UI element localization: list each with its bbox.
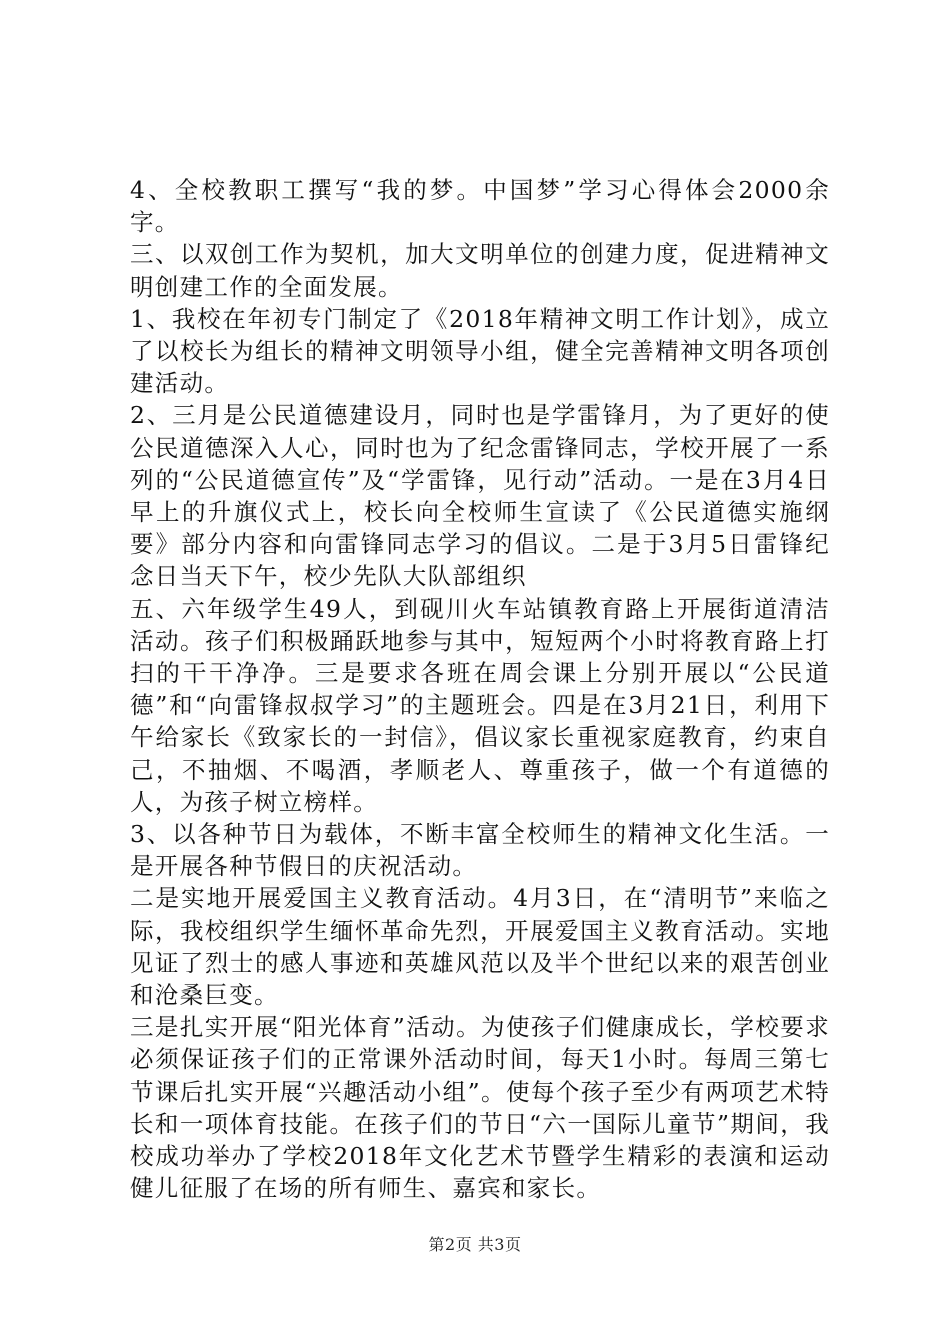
paragraph-1 (130, 174, 830, 238)
document-body (130, 174, 830, 1205)
paragraph-text: 3、以各种节日为载体，不断丰富全校师生的精神文化生活。一是开展各种节假日的庆祝活动。 (130, 820, 830, 881)
paragraph-indent: 4、 (130, 176, 175, 204)
paragraph-5 (130, 593, 830, 818)
paragraph-2 (130, 238, 830, 302)
paragraph-text: 二是实地开展爱国主义教育活动。4月3日，在“清明节”来临之际，我校组织学生缅怀革命先烈，开展爱国主义教育活动。实地见证了烈士的感人事迹和英雄风范以及半个世纪以来的艰苦创业和沧桑巨变。 (130, 884, 830, 1010)
paragraph-7 (130, 882, 830, 1011)
paragraph-3 (130, 303, 830, 400)
paragraph-text: 三是扎实开展“阳光体育”活动。为使孩子们健康成长，学校要求必须保证孩子们的正常课外活动时间，每天1小时。每周三第七节课后扎实开展“兴趣活动小组”。使每个孩子至少有两项艺术特长和一项体育技能。在孩子们的节日“六一国际儿童节”期间，我校成功举办了学校2018年文化艺术节暨学生精彩的表演和运动健儿征服了在场的所有师生、嘉宾和家长。 (130, 1013, 830, 1203)
paragraph-text: 五、六年级学生49人，到砚川火车站镇教育路上开展街道清洁活动。孩子们积极踊跃地参与其中，短短两个小时将教育路上打扫的干干净净。三是要求各班在周会课上分别开展以“公民道德”和“向雷锋叔叔学习”的主题班会。四是在3月21日，利用下午给家长《致家长的一封信》，倡议家长重视家庭教育，约束自己，不抽烟、不喝酒，孝顺老人、尊重孩子，做一个有道德的人，为孩子树立榜样。 (130, 594, 830, 816)
paragraph-8 (130, 1011, 830, 1204)
page-footer (0, 1232, 950, 1255)
paragraph-text: 全校教职工撰写“我的梦。中国梦”学习心得体会2000余字。 (130, 176, 830, 237)
paragraph-text: 2、三月是公民道德建设月，同时也是学雷锋月，为了更好的使公民道德深入人心，同时也为了纪念雷锋同志，学校开展了一系列的“公民道德宣传”及“学雷锋，见行动”活动。一是在3月4日早上的升旗仪式上，校长向全校师生宣读了《公民道德实施纲要》部分内容和向雷锋同志学习的倡议。二是于3月5日雷锋纪念日当天下午，校少先队大队部组织 (130, 401, 830, 591)
paragraph-6 (130, 818, 830, 882)
page-number-label: 第2页 共3页 (428, 1235, 522, 1254)
paragraph-text: 1、我校在年初专门制定了《2018年精神文明工作计划》，成立了以校长为组长的精神文明领导小组，健全完善精神文明各项创建活动。 (130, 304, 830, 398)
paragraph-4 (130, 399, 830, 592)
paragraph-text: 三、以双创工作为契机，加大文明单位的创建力度，促进精神文明创建工作的全面发展。 (130, 240, 830, 301)
